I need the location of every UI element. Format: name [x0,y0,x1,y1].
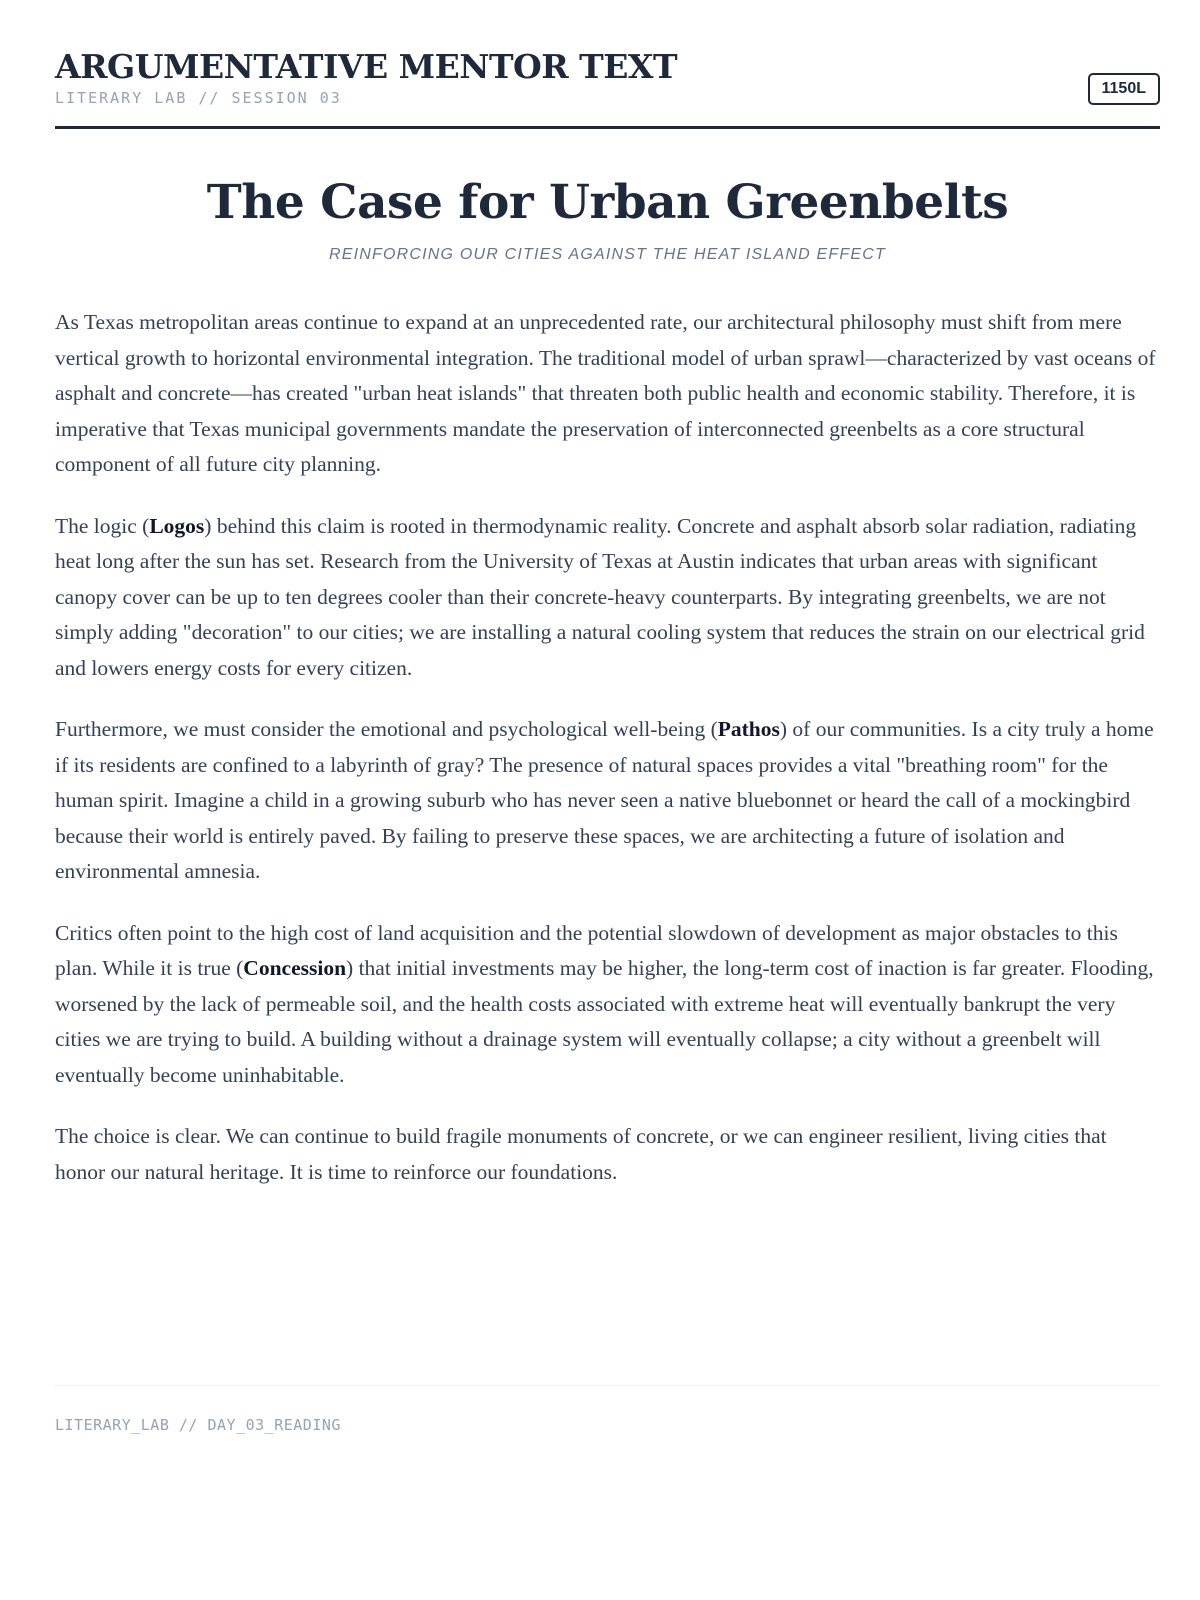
paragraph-text: The choice is clear. We can continue to build fragile monuments of concrete, or we can engineer resilient, living cities that honor our natural heritage. It is time to reinforce our foundations. [55,1124,1107,1184]
page [55,0,1160,1216]
paragraph-logos [55,509,1160,687]
paragraph-text-after: ) behind this claim is rooted in thermodynamic reality. Concrete and asphalt absorb solar radiation, radiating heat long after the sun has set. Research from the University of Texas at Austin indicates that urban areas with significant canopy cover can be up to ten degrees cooler than their concrete-heavy counterparts. By integrating greenbelts, we are not simply adding "decoration" to our cities; we are installing a natural cooling system that reduces the strain on our electrical grid and lowers energy costs for every citizen. [55,513,1145,680]
paragraph-claim [55,305,1160,483]
article-title-block [55,173,1160,265]
paragraph-text-after: ) that initial investments may be higher, the long-term cost of inaction is far greater. Flooding, worsened by the lack of permeable soil, and the health costs associated with extreme heat will eventually bankrupt the very cities we are trying to build. A building without a drainage system will eventually collapse; a city without a greenbelt will eventually become uninhabitable. [55,956,1154,1087]
footer-label: LITERARY_LAB // DAY_03_READING [55,1416,341,1434]
header-subtitle: LITERARY LAB // SESSION 03 [55,89,342,107]
lexile-badge: 1150L [1088,73,1160,105]
paragraph-pathos [55,712,1160,890]
paragraph-text-before: The logic ( [55,513,150,538]
paragraph-concession [55,916,1160,1094]
rhetoric-term-logos: Logos [149,513,205,538]
paragraph-text: As Texas metropolitan areas continue to expand at an unprecedented rate, our architectural philosophy must shift from mere vertical growth to horizontal environmental integration. The traditional model of urban sprawl—characterized by vast oceans of asphalt and concrete—has created "urban heat islands" that threaten both public health and economic stability. Therefore, it is imperative that Texas municipal governments mandate the preservation of interconnected greenbelts as a core structural component of all future city planning. [55,310,1156,476]
rhetoric-term-pathos: Pathos [717,717,780,741]
article-body [55,305,1160,1190]
article-subtitle: REINFORCING OUR CITIES AGAINST THE HEAT ISLAND EFFECT [329,246,886,263]
article-title: The Case for Urban Greenbelts [206,175,1009,230]
paragraph-conclusion [55,1119,1160,1190]
page-header [55,0,1160,129]
header-title: ARGUMENTATIVE MENTOR TEXT [55,47,678,86]
rhetoric-term-concession: Concession [243,956,347,980]
paragraph-text-before: Critics often point to the high cost of land acquisition and the potential slowdown of development as major obstacles to this plan. While it is true ( [55,920,1118,980]
paragraph-text-before: Furthermore, we must consider the emotional and psychological well-being ( [55,717,718,741]
page-footer [55,1385,1160,1434]
paragraph-text-after: ) of our communities. Is a city truly a home if its residents are confined to a labyrinth of gray? The presence of natural spaces provides a vital "breathing room" for the human spirit. Imagine a child in a growing suburb who has never seen a native bluebonnet or heard the call of a mockingbird because their world is entirely paved. By failing to preserve these spaces, we are architecting a future of isolation and environmental amnesia. [55,717,1154,883]
